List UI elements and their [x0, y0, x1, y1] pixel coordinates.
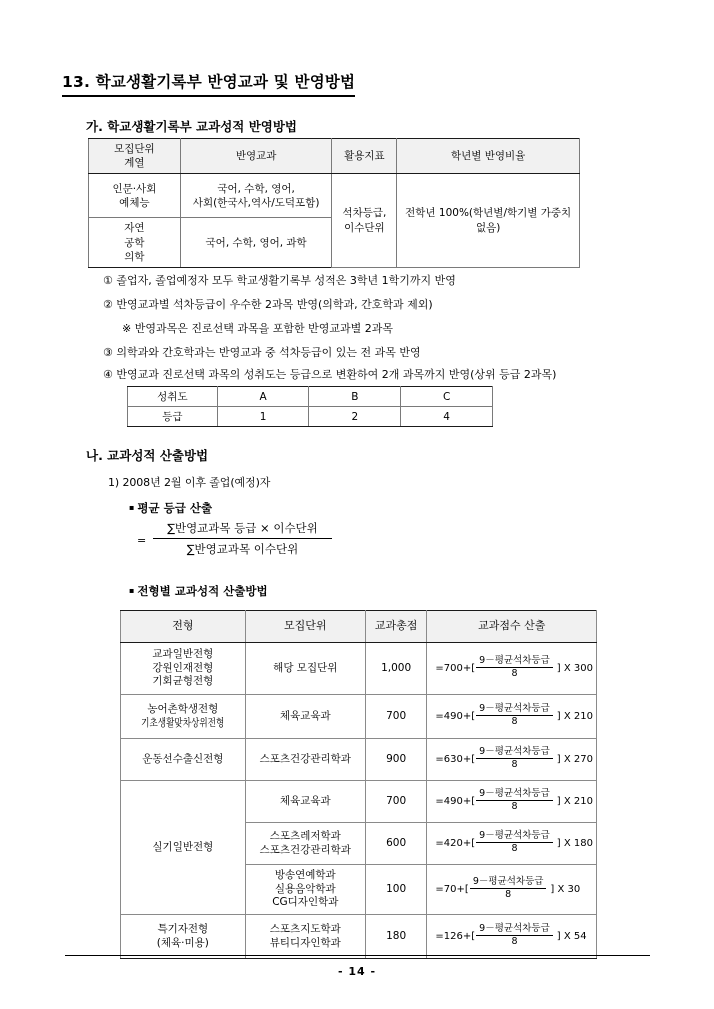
- formula-tail: ] X 210: [556, 711, 593, 722]
- cell-formula-rural: [427, 695, 597, 739]
- formula-denominator: 8: [511, 716, 518, 727]
- cell-unit-media: [245, 865, 365, 915]
- type-line2: 강원인재전형: [152, 661, 214, 674]
- row-label-grade: 등급: [128, 407, 218, 427]
- section-b-item-1: 1) 2008년 2월 이후 졸업(예정)자: [108, 476, 271, 489]
- bullet-score-calc-method-label: 전형별 교과성적 산출방법: [137, 584, 268, 598]
- note-item-4: ④ 반영교과 진로선택 과목의 성취도는 등급으로 변환하여 2개 과목까지 반영(상위 등급 2과목): [103, 368, 557, 381]
- note-item-2: ② 반영교과별 석차등급이 우수한 2과목 반영(의학과, 간호학과 제외): [103, 298, 433, 311]
- unit-line2: 뷰티디자인학과: [269, 936, 341, 949]
- formula-fraction: [476, 923, 553, 948]
- column-header-type: 전형: [121, 611, 246, 643]
- page-title: 13. 학교생활기록부 반영교과 및 반영방법: [62, 70, 355, 97]
- formula-denominator: 8: [511, 843, 518, 854]
- cell-formula-pe: [427, 781, 597, 823]
- cell-total-rural: 700: [365, 695, 427, 739]
- table-row: [128, 407, 493, 427]
- formula-tail: ] X 54: [556, 931, 587, 942]
- cell-formula-media: [427, 865, 597, 915]
- table-header-row: [121, 611, 597, 643]
- formula-fraction: [153, 521, 332, 557]
- field-line1: 자연: [124, 222, 145, 235]
- table-row: [121, 643, 597, 695]
- formula-expression: [435, 924, 593, 949]
- bullet-score-calc-method: [129, 583, 268, 599]
- column-header-index: 활용지표: [332, 139, 397, 174]
- formula-equals: =: [137, 534, 147, 548]
- subject-line2: 사회(한국사,역사/도덕포함): [192, 196, 320, 209]
- achievement-grade-table: [127, 386, 493, 427]
- bullet-average-grade: [129, 500, 212, 516]
- table-row: [121, 781, 597, 823]
- column-header-unit: 모집단위: [245, 611, 365, 643]
- column-header-field-line1: 모집단위: [114, 143, 155, 155]
- section-a-heading: 가. 학교생활기록부 교과성적 반영방법: [86, 119, 298, 134]
- unit-line1: 스포츠레저학과: [269, 829, 341, 842]
- cell-field-science: [89, 218, 181, 268]
- grade-value-3: 4: [401, 407, 493, 427]
- cell-unit-sports: [245, 823, 365, 865]
- cell-subject-humanities: [180, 174, 332, 218]
- type-line1: 교과일반전형: [152, 648, 214, 661]
- formula-numerator: ∑반영교과목 등급 × 이수단위: [153, 521, 332, 539]
- column-header-formula: 교과점수 산출: [427, 611, 597, 643]
- footer-divider: [65, 955, 650, 956]
- formula-numerator: 9－평균석차등급: [476, 788, 553, 801]
- cell-total-sports: 600: [365, 823, 427, 865]
- type-line1: 특기자전형: [157, 922, 209, 935]
- formula-expression: [435, 877, 593, 902]
- formula-expression: [435, 704, 593, 729]
- grade-value-1: 1: [217, 407, 309, 427]
- section-b-heading: 나. 교과성적 산출방법: [86, 448, 209, 463]
- cell-unit-pe: 체육교육과: [245, 781, 365, 823]
- type-line2: (체육·미용): [156, 936, 209, 949]
- formula-denominator: 8: [511, 801, 518, 812]
- formula-tail: ] X 30: [550, 884, 581, 895]
- unit-line1: 스포츠지도학과: [269, 922, 341, 935]
- formula-numerator: 9－평균석차등급: [470, 876, 547, 889]
- cell-type-special: [121, 915, 246, 959]
- formula-base: =70+[: [435, 884, 469, 895]
- cell-formula-athlete: [427, 739, 597, 781]
- table-header-row: [89, 139, 580, 174]
- formula-fraction: [476, 703, 553, 728]
- reflection-subjects-table: [88, 138, 580, 268]
- cell-field-humanities: [89, 174, 181, 218]
- cell-total-athlete: 900: [365, 739, 427, 781]
- grade-value-2: 2: [309, 407, 401, 427]
- subject-line1: 국어, 수학, 영어,: [217, 182, 295, 195]
- admission-score-table: [120, 610, 597, 959]
- unit-line2: 실용음악학과: [274, 882, 336, 895]
- type-line3: 기회균형전형: [152, 675, 214, 688]
- formula-denominator: ∑반영교과목 이수단위: [186, 542, 299, 557]
- cell-total-media: 100: [365, 865, 427, 915]
- row-label-achievement: 성취도: [128, 387, 218, 407]
- index-line1: 석차등급,: [342, 207, 387, 220]
- formula-denominator: 8: [511, 668, 518, 679]
- formula-base: =700+[: [435, 663, 476, 674]
- column-header-field-line2: 계열: [124, 157, 145, 170]
- formula-tail: ] X 210: [556, 796, 593, 807]
- formula-denominator: 8: [511, 936, 518, 947]
- formula-numerator: 9－평균석차등급: [476, 703, 553, 716]
- table-row: [121, 695, 597, 739]
- achievement-value-c: C: [401, 387, 493, 407]
- formula-fraction: [476, 746, 553, 771]
- formula-fraction: [476, 788, 553, 813]
- cell-type-practical: 실기일반전형: [121, 781, 246, 915]
- cell-total-special: 180: [365, 915, 427, 959]
- column-header-total: 교과총점: [365, 611, 427, 643]
- note-item-asterisk: ※ 반영과목은 진로선택 과목을 포함한 반영교과별 2과목: [122, 322, 393, 335]
- cell-unit-rural: 체육교육과: [245, 695, 365, 739]
- column-header-subject: 반영교과: [180, 139, 332, 174]
- formula-expression: [435, 831, 593, 856]
- average-grade-formula: [137, 522, 333, 558]
- cell-index: [332, 174, 397, 268]
- page-number: - 14 -: [337, 965, 377, 978]
- unit-line2: 스포츠건강관리학과: [259, 843, 351, 856]
- cell-ratio: 전학년 100%(학년별/학기별 가중치 없음): [397, 174, 580, 268]
- formula-numerator: 9－평균석차등급: [476, 923, 553, 936]
- type-line2: 기초생활맞차상위전형: [141, 716, 225, 729]
- note-item-1: ① 졸업자, 졸업예정자 모두 학교생활기록부 성적은 3학년 1학기까지 반영: [103, 274, 456, 287]
- cell-unit-athlete: 스포츠건강관리학과: [245, 739, 365, 781]
- table-row: [121, 739, 597, 781]
- cell-formula-special: [427, 915, 597, 959]
- formula-base: =490+[: [435, 796, 476, 807]
- formula-numerator: 9－평균석차등급: [476, 830, 553, 843]
- achievement-value-a: A: [217, 387, 309, 407]
- cell-total-general: 1,000: [365, 643, 427, 695]
- formula-tail: ] X 270: [556, 754, 593, 765]
- field-line2: 공학: [124, 236, 145, 249]
- cell-unit-special: [245, 915, 365, 959]
- column-header-field: [89, 139, 181, 174]
- cell-formula-sports: [427, 823, 597, 865]
- formula-expression: [435, 747, 593, 772]
- formula-fraction: [476, 655, 553, 680]
- bullet-average-grade-label: 평균 등급 산출: [137, 501, 213, 515]
- column-header-ratio: 학년별 반영비율: [397, 139, 580, 174]
- formula-denominator: 8: [505, 889, 512, 900]
- cell-unit-general: 해당 모집단위: [245, 643, 365, 695]
- formula-base: =126+[: [435, 931, 476, 942]
- formula-fraction: [476, 830, 553, 855]
- cell-type-athlete: 운동선수출신전형: [121, 739, 246, 781]
- table-row: [128, 387, 493, 407]
- cell-total-pe: 700: [365, 781, 427, 823]
- field-line3: 의학: [124, 250, 145, 263]
- table-row: [121, 915, 597, 959]
- formula-base: =490+[: [435, 711, 476, 722]
- cell-subject-science: 국어, 수학, 영어, 과학: [180, 218, 332, 268]
- field-line1: 인문·사회: [112, 182, 157, 195]
- cell-type-rural: [121, 695, 246, 739]
- formula-tail: ] X 180: [556, 838, 593, 849]
- formula-expression: [435, 656, 593, 681]
- formula-base: =420+[: [435, 838, 476, 849]
- formula-expression: [435, 789, 593, 814]
- formula-tail: ] X 300: [556, 663, 593, 674]
- unit-line3: CG디자인학과: [272, 896, 339, 909]
- formula-base: =630+[: [435, 754, 476, 765]
- unit-line1: 방송연예학과: [274, 869, 336, 882]
- index-line2: 이수단위: [344, 221, 385, 234]
- formula-denominator: 8: [511, 759, 518, 770]
- field-line2: 예체능: [119, 196, 150, 209]
- table-row: [89, 174, 580, 218]
- achievement-value-b: B: [309, 387, 401, 407]
- formula-fraction: [470, 876, 547, 901]
- type-line1: 농어촌학생전형: [147, 702, 219, 715]
- formula-numerator: 9－평균석차등급: [476, 655, 553, 668]
- cell-type-general: [121, 643, 246, 695]
- cell-formula-general: [427, 643, 597, 695]
- note-item-3: ③ 의학과와 간호학과는 반영교과 중 석차등급이 있는 전 과목 반영: [103, 346, 421, 359]
- formula-numerator: 9－평균석차등급: [476, 746, 553, 759]
